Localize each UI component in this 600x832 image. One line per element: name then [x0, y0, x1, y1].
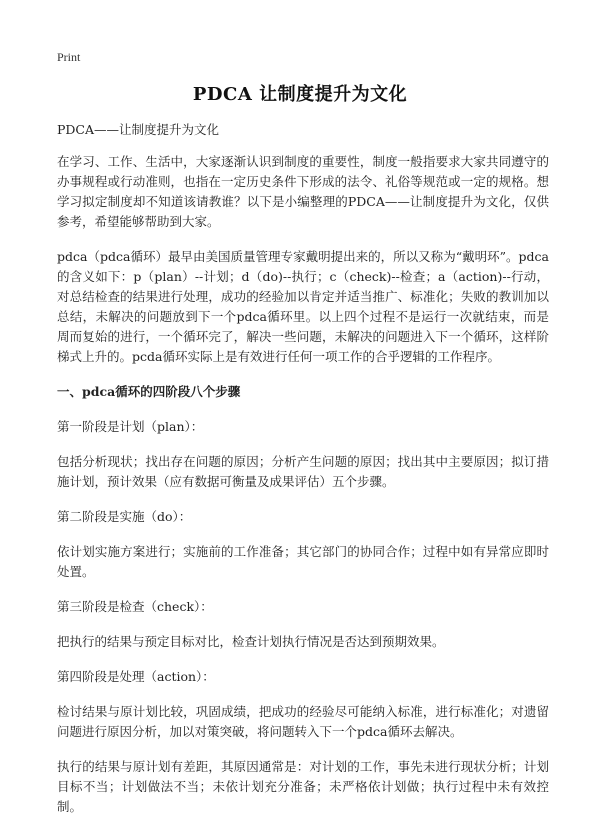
stage1-title: 第一阶段是计划（plan）：	[57, 419, 204, 434]
print-label: Print	[57, 50, 81, 64]
stage2-title: 第二阶段是实施（do）：	[57, 509, 192, 524]
stage3-text: 把执行的结果与预定目标对比，检查计划执行情况是否达到预期效果。	[57, 634, 445, 649]
document-title: PDCA 让制度提升为文化	[192, 84, 408, 105]
stage4-text: 检讨结果与原计划比较，巩固成绩，把成功的经验尽可能纳入标准，进行标准化；对遗留问题进行原因分析，加以对策突破，将问题转入下一个pdca循环去解决。	[57, 704, 549, 739]
closing-paragraph: 执行的结果与原计划有差距，其原因通常是：对计划的工作，事先未进行现状分析；计划目标不当；计划做法不当；未依计划充分准备；未严格依计划做；执行过程中未有效控制。	[57, 759, 549, 814]
pdca-definition-paragraph: pdca（pdca循环）最早由美国质量管理专家戴明提出来的，所以又称为“戴明环”。pdca的含义如下：p（plan）--计划；d（do)--执行；c（check)--检查；a（action)--行动，对总结检查的结果进行处理，成功的经验加以肯定并适当推广、标准化；失败的教训加以总结，未解决的问题放到下一个pdca循环里。以上四个过程不是运行一次就结束，而是周而复始的进行，一个循环完了，解决一些问题，未解决的问题进入下一个循环，这样阶梯式上升的。pcda循环实际上是有效进行任何一项工作的合乎逻辑的工作程序。	[57, 249, 549, 364]
document-body	[57, 120, 549, 832]
document-subtitle: PDCA——让制度提升为文化	[57, 122, 220, 137]
intro-paragraph: 在学习、工作、生活中，大家逐渐认识到制度的重要性，制度一般指要求大家共同遵守的办事规程或行动准则，也指在一定历史条件下形成的法令、礼俗等规范或一定的规格。想学习拟定制度却不知道该请教谁？以下是小编整理的PDCA——让制度提升为文化，仅供参考，希望能够帮助到大家。	[57, 154, 549, 229]
section-heading: 一、pdca循环的四阶段八个步骤	[57, 384, 241, 399]
stage2-text: 依计划实施方案进行；实施前的工作准备；其它部门的协同合作；过程中如有异常应即时处置。	[57, 544, 549, 579]
stage4-title: 第四阶段是处理（action）：	[57, 669, 215, 684]
stage3-title: 第三阶段是检查（check）：	[57, 599, 213, 614]
stage1-text: 包括分析现状；找出存在问题的原因；分析产生问题的原因；找出其中主要原因；拟订措施计划，预计效果（应有数据可衡量及成果评估）五个步骤。	[57, 454, 549, 489]
